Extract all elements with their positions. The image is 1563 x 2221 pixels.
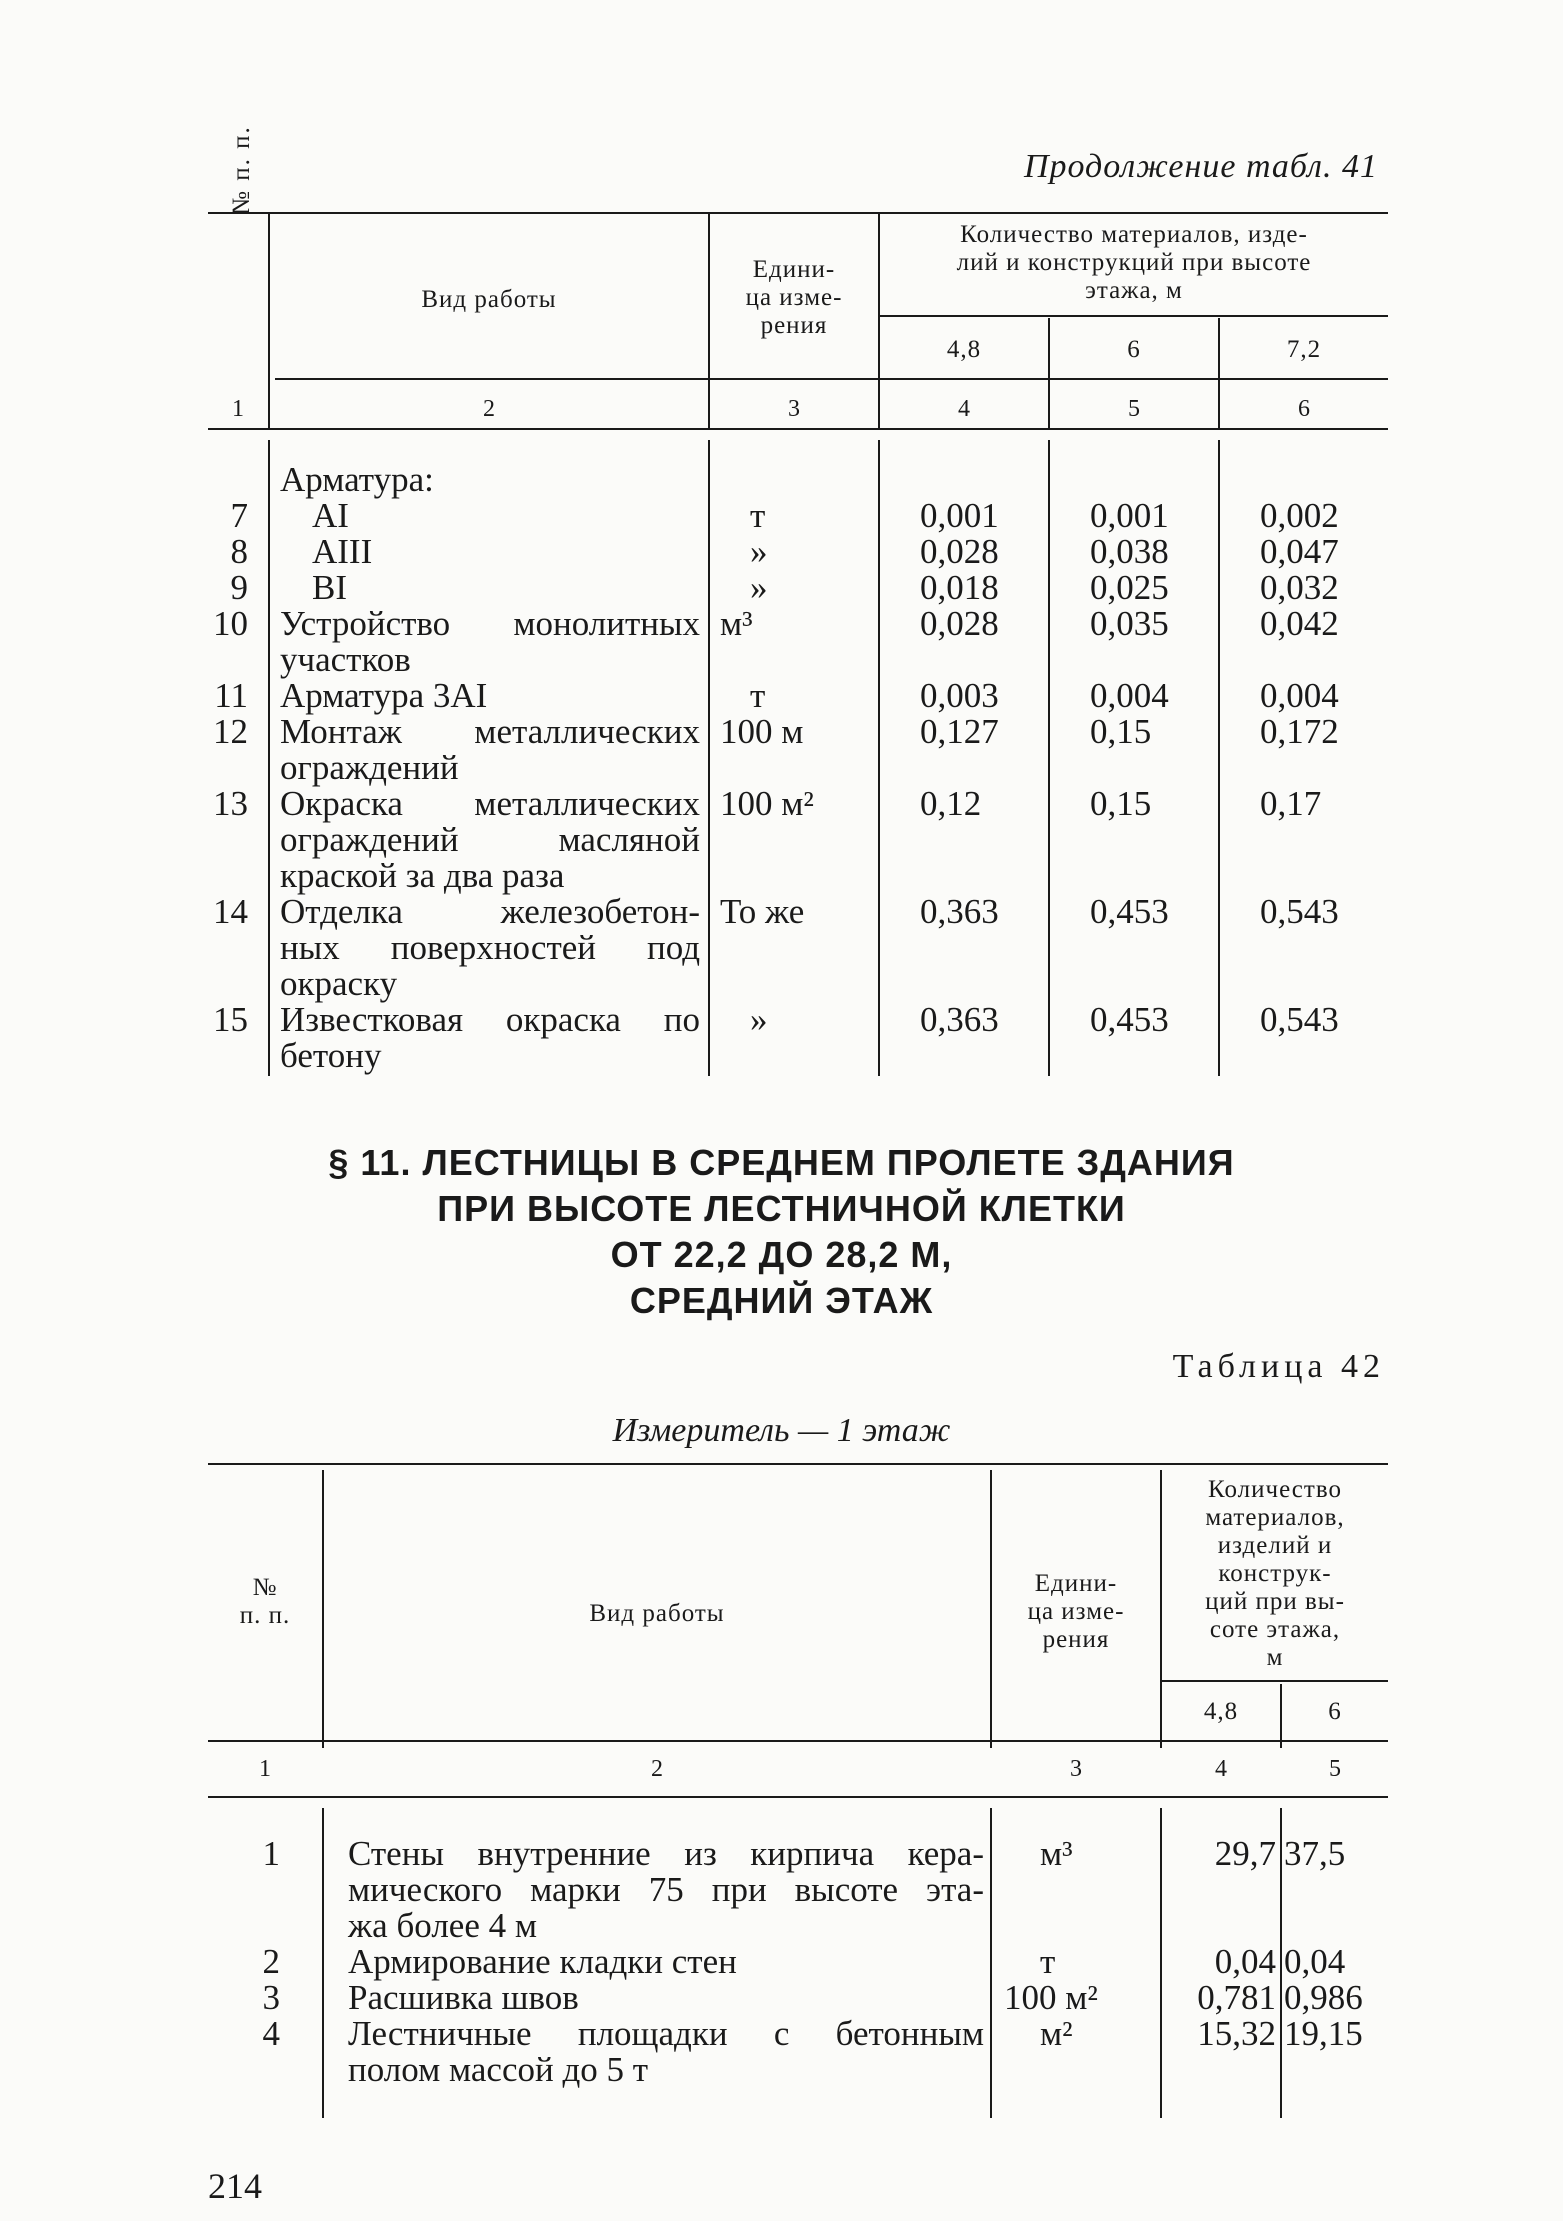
t41-colnum: 5 [1128, 396, 1140, 422]
t42-row-value: 19,15 [1284, 2014, 1363, 2053]
t41-row-work: ных поверхностей под [280, 928, 700, 967]
t41-row-work: BI [312, 568, 347, 607]
t41-row-work: Арматура: [280, 460, 434, 499]
t41-colnum: 3 [788, 396, 800, 422]
t42-colnum: 3 [1070, 1756, 1082, 1782]
t41-row-value: 0,127 [920, 712, 999, 751]
t42-row-value: 0,04 [1214, 1942, 1276, 1981]
t41-row-unit: » [750, 1000, 768, 1039]
t42-colnum: 1 [259, 1756, 271, 1782]
t42-row-value: 0,04 [1284, 1942, 1346, 1981]
t41-row-value: 0,047 [1260, 532, 1339, 571]
t42-row-value: 29,7 [1214, 1834, 1276, 1873]
t41-row-num: 11 [214, 676, 248, 715]
t41-row-value: 0,035 [1090, 604, 1169, 643]
t41-row-work: AI [312, 496, 349, 535]
t41-row-value: 0,032 [1260, 568, 1339, 607]
t41-row-work: Арматура 3AI [280, 676, 488, 715]
t41-row-value: 0,15 [1090, 712, 1152, 751]
t41-row-unit: т [750, 676, 766, 715]
t41-header-h3: 7,2 [1286, 336, 1322, 363]
t42-row-work: Армирование кладки стен [348, 1942, 737, 1981]
t42-row-value: 0,986 [1284, 1978, 1363, 2017]
t42-row-work: жа более 4 м [348, 1906, 537, 1945]
t42-row-num: 3 [262, 1978, 280, 2017]
t42-row-value: 37,5 [1284, 1834, 1346, 1873]
t41-row-work: Окраска металлических [280, 784, 700, 823]
t42-row-unit: 100 м² [1004, 1978, 1098, 2017]
t42-row-work: мического марки 75 при высоте эта- [348, 1870, 984, 1909]
table-42-measure: Измеритель — 1 этаж [612, 1412, 951, 1449]
t41-row-unit: 100 м [720, 712, 804, 751]
t41-row-unit: То же [720, 892, 805, 931]
t42-header-unit: Едини- ца изме- рения [1027, 1570, 1125, 1653]
t42-header-h2: 6 [1328, 1698, 1342, 1725]
t41-colnum: 4 [958, 396, 970, 422]
t41-row-work: ограждений [280, 748, 459, 787]
t41-row-work: Монтаж металлических [280, 712, 700, 751]
t41-header-num: № п. п. [228, 125, 255, 215]
t41-row-value: 0,001 [1090, 496, 1169, 535]
t41-row-unit: м³ [720, 604, 753, 643]
t41-row-value: 0,453 [1090, 1000, 1169, 1039]
t41-row-value: 0,001 [920, 496, 999, 535]
t42-row-unit: т [1040, 1942, 1056, 1981]
t42-colnum: 4 [1215, 1756, 1227, 1782]
t41-row-work: бетону [280, 1036, 382, 1075]
continuation-title: Продолжение табл. 41 [1023, 148, 1378, 185]
t42-row-unit: м³ [1040, 1834, 1073, 1873]
t41-row-value: 0,172 [1260, 712, 1339, 751]
t41-row-value: 0,543 [1260, 892, 1339, 931]
t41-row-unit: » [750, 532, 768, 571]
t41-row-value: 0,042 [1260, 604, 1339, 643]
t41-row-work: краской за два раза [280, 856, 565, 895]
t41-row-value: 0,453 [1090, 892, 1169, 931]
t41-row-num: 7 [230, 496, 248, 535]
t41-row-num: 8 [230, 532, 248, 571]
t42-colnum: 5 [1329, 1756, 1341, 1782]
t41-row-num: 10 [213, 604, 248, 643]
t41-row-work: ограждений масляной [280, 820, 700, 859]
t41-row-work: Устройство монолитных [280, 604, 700, 643]
t41-row-work: AIII [312, 532, 373, 571]
t42-header-qty: Количество материалов, изделий и конструк- ций при вы- соте этажа, м [1205, 1476, 1345, 1671]
t41-row-value: 0,363 [920, 1000, 999, 1039]
t42-header-work: Вид работы [589, 1600, 725, 1627]
t41-row-num: 12 [213, 712, 248, 751]
t41-row-unit: т [750, 496, 766, 535]
t42-row-work: Лестничные площадки с бетонным [348, 2014, 984, 2053]
t42-colnum: 2 [651, 1756, 663, 1782]
t41-row-num: 13 [213, 784, 248, 823]
t41-header-h1: 4,8 [946, 336, 982, 363]
t41-row-value: 0,028 [920, 532, 999, 571]
t41-header-work: Вид работы [421, 286, 557, 313]
t42-row-value: 15,32 [1197, 2014, 1276, 2053]
section-heading: § 11. ЛЕСТНИЦЫ В СРЕДНЕМ ПРОЛЕТЕ ЗДАНИЯ ПРИ ВЫСОТЕ ЛЕСТНИЧНОЙ КЛЕТКИ ОТ 22,2 ДО 28,2 М, СРЕДНИЙ ЭТАЖ [328, 1142, 1235, 1321]
t42-row-num: 4 [262, 2014, 280, 2053]
t41-row-value: 0,028 [920, 604, 999, 643]
t41-row-work: окраску [280, 964, 398, 1003]
table-42-title: Таблица 42 [1172, 1348, 1385, 1385]
t41-colnum: 2 [483, 396, 495, 422]
t41-row-value: 0,12 [920, 784, 982, 823]
t41-row-num: 14 [213, 892, 248, 931]
t41-row-work: Отделка железобетон- [280, 892, 700, 931]
t41-row-value: 0,002 [1260, 496, 1339, 535]
t42-row-work: Расшивка швов [348, 1978, 579, 2017]
t42-row-work: Стены внутренние из кирпича кера- [348, 1834, 984, 1873]
t42-row-work: полом массой до 5 т [348, 2050, 649, 2089]
t42-header-h1: 4,8 [1203, 1698, 1239, 1725]
t41-row-value: 0,004 [1090, 676, 1169, 715]
t42-row-value: 0,781 [1197, 1978, 1276, 2017]
t41-row-value: 0,038 [1090, 532, 1169, 571]
t41-row-unit: 100 м² [720, 784, 814, 823]
t42-row-num: 2 [262, 1942, 280, 1981]
t41-colnum: 6 [1298, 396, 1310, 422]
t41-row-value: 0,004 [1260, 676, 1339, 715]
t41-row-value: 0,17 [1260, 784, 1322, 823]
t41-row-value: 0,15 [1090, 784, 1152, 823]
t41-row-value: 0,363 [920, 892, 999, 931]
t41-row-unit: » [750, 568, 768, 607]
t41-row-value: 0,003 [920, 676, 999, 715]
t41-row-work: Известковая окраска по [280, 1000, 700, 1039]
t41-header-qty: Количество материалов, изде- лий и конструкций при высоте этажа, м [956, 221, 1312, 304]
t41-row-value: 0,025 [1090, 568, 1169, 607]
t41-row-value: 0,543 [1260, 1000, 1339, 1039]
t41-row-num: 9 [230, 568, 248, 607]
page-number: 214 [208, 2166, 262, 2206]
t41-row-num: 15 [213, 1000, 248, 1039]
t42-row-num: 1 [262, 1834, 280, 1873]
t42-row-unit: м² [1040, 2014, 1073, 2053]
t41-colnum: 1 [232, 396, 244, 422]
t41-row-value: 0,018 [920, 568, 999, 607]
t41-header-unit: Едини- ца изме- рения [745, 256, 843, 339]
t41-row-work: участков [280, 640, 411, 679]
t41-header-h2: 6 [1127, 336, 1141, 363]
t42-header-num: № п. п. [239, 1574, 291, 1629]
